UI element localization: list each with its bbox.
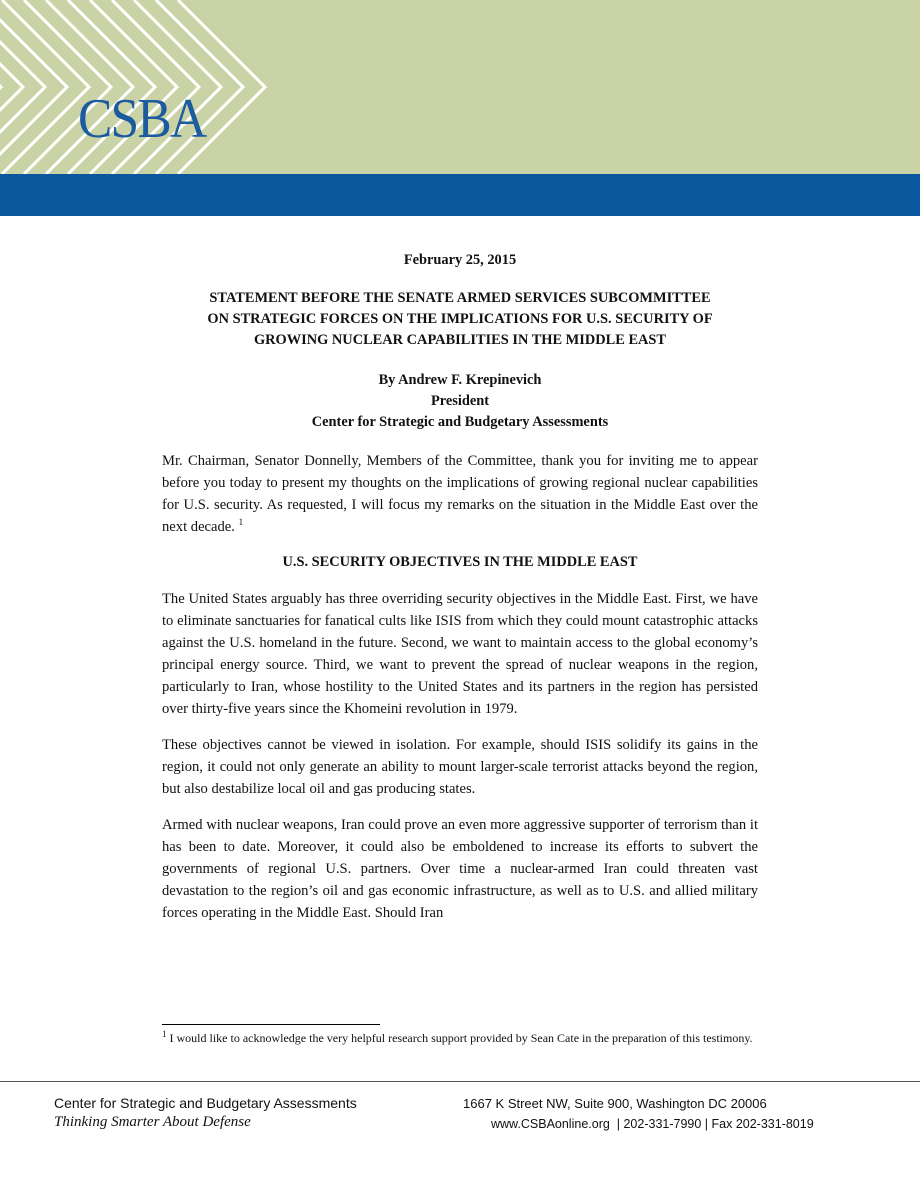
author-role: President [430, 393, 490, 409]
title-line: GROWING NUCLEAR CAPABILITIES IN THE MIDDLE EAST [253, 332, 667, 348]
byline [162, 370, 758, 433]
title-line: STATEMENT BEFORE THE SENATE ARMED SERVICES SUBCOMMITTEE [209, 290, 711, 306]
footer-org-name: Center for Strategic and Budgetary Assessments [54, 1095, 357, 1111]
footer-address: 1667 K Street NW, Suite 900, Washington DC 20006 [463, 1096, 767, 1111]
document-body [162, 250, 758, 938]
section-heading: U.S. SECURITY OBJECTIVES IN THE MIDDLE EAST [282, 554, 638, 570]
footnote-text: I would like to acknowledge the very helpful research support provided by Sean Cate in the preparation of this testimony. [169, 1031, 753, 1045]
header-blue-band [0, 174, 920, 216]
footer-tagline: Thinking Smarter About Defense [54, 1114, 251, 1130]
csba-logo: CSBA [78, 88, 206, 150]
body-paragraph: These objectives cannot be viewed in isolation. For example, should ISIS solidify its gains in the region, it could not only generate an ability to mount larger-scale terrorist attacks beyond the region, but also destabilize local oil and gas producing states. [162, 737, 758, 797]
footnote-marker: 1 [238, 517, 244, 528]
footer-rule [0, 1081, 920, 1082]
footnote [162, 1030, 758, 1046]
intro-text: Mr. Chairman, Senator Donnelly, Members of the Committee, thank you for inviting me to appear before you today to present my thoughts on the implications of growing regional nuclear capabilities for U.S. security. As requested, I will focus my remarks on the situation in the Middle East over the next decade. [162, 453, 758, 535]
statement-title [162, 288, 758, 351]
footnote-number: 1 [162, 1029, 167, 1039]
header-band [0, 0, 920, 174]
body-paragraph: The United States arguably has three overriding security objectives in the Middle East. First, we have to eliminate sanctuaries for fanatical cults like ISIS from which they could mount catastrophic attacks against the U.S. homeland in the future. Second, we want to maintain access to the global economy’s principal energy source. Third, we want to prevent the spread of nuclear weapons in the region, particularly to Iran, whose hostility to the United States and its partners in the region has persisted over thirty-five years since the Khomeini revolution in 1979. [162, 591, 758, 717]
author-name: By Andrew F. Krepinevich [378, 372, 542, 388]
title-line: ON STRATEGIC FORCES ON THE IMPLICATIONS FOR U.S. SECURITY OF [207, 311, 713, 327]
footer-contact: www.CSBAonline.org | 202-331-7990 | Fax 202-331-8019 [491, 1117, 814, 1131]
statement-date: February 25, 2015 [403, 252, 517, 268]
author-org: Center for Strategic and Budgetary Assessments [311, 414, 609, 430]
intro-paragraph [162, 450, 758, 538]
body-paragraph: Armed with nuclear weapons, Iran could prove an even more aggressive supporter of terrorism than it has been to date. Moreover, it could also be emboldened to increase its efforts to subvert the governments of regional U.S. partners. Over time a nuclear-armed Iran could threaten vast devastation to the region’s oil and gas economic infrastructure, as well as to U.S. and allied military forces operating in the Middle East. Should Iran [162, 817, 758, 921]
footnote-rule [162, 1024, 380, 1025]
